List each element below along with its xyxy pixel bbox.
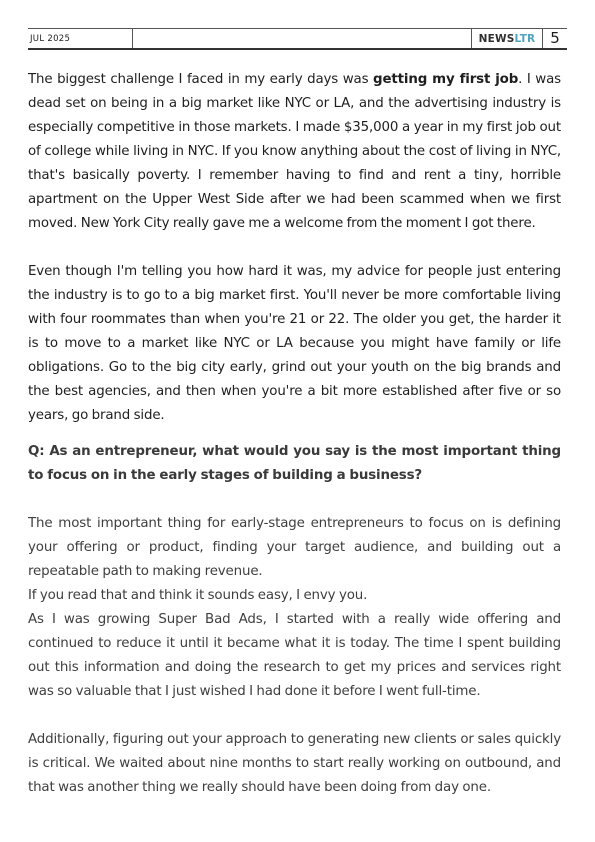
interview-question: Q: As an entrepreneur, what would you say is the most important thing to focus on in the early stages of building a business?	[28, 444, 561, 483]
answer-paragraph: If you read that and think it sounds easy, I envy you.	[28, 588, 368, 603]
issue-date: JUL 2025	[28, 29, 133, 48]
paragraph-gap	[28, 488, 561, 512]
newsletter-logo	[472, 29, 543, 48]
answer-paragraph: Additionally, figuring out your approach to generating new clients or sales quickly is critical. We waited about nine months to start really working on outbound, and that was another thing we really should have been doing from day one.	[28, 732, 561, 795]
paragraph-big-market: Even though I'm telling you how hard it was, my advice for people just entering the industry is to go to a big market first. You'll never be more comfortable living with four roommates than when you're 21 or 22. The older you get, the harder it is to move to a market like NYC or LA because you might have family or life obligations. Go to the big city early, grind out your youth on the big brands and the best agencies, and then when you're a bit more established after five or so years, go brand side.	[28, 264, 561, 423]
paragraph-gap	[28, 236, 561, 260]
paragraph-gap	[28, 704, 561, 728]
answer-paragraph: The most important thing for early-stage entrepreneurs to focus on is defining your offering or product, finding your target audience, and building out a repeatable path to making revenue.	[28, 516, 561, 579]
page-number: 5	[550, 29, 560, 47]
answer-paragraph: As I was growing Super Bad Ads, I started with a really wide offering and continued to reduce it until it became what it is today. The time I spent building out this information and doing the research to get my prices and services right was so valuable that I just wished I had done it before I went full-time.	[28, 612, 561, 699]
paragraph-first-job	[28, 68, 561, 236]
article-body	[28, 68, 561, 800]
paragraph-gap	[28, 428, 561, 440]
paragraph-text: . I was dead set on being in a big market like NYC or LA, and the advertising industry is especially competitive in those markets. I made $35,000 a year in my first job out of college while living in NYC. If you know anything about the cost of living in NYC, that's basically poverty. I remember having to find and rent a tiny, horrible apartment on the Upper West Side after we had been scammed when we first moved. New York City really gave me a welcome from the moment I got there.	[28, 72, 561, 231]
logo-part-news: NEWS	[478, 32, 515, 45]
interview-answer	[28, 512, 561, 800]
logo-part-ltr: LTR	[514, 32, 536, 45]
header-spacer	[133, 29, 472, 48]
bold-phrase: getting my first job	[373, 72, 519, 87]
paragraph-text: The biggest challenge I faced in my early days was	[28, 72, 374, 87]
page-header	[28, 28, 567, 50]
